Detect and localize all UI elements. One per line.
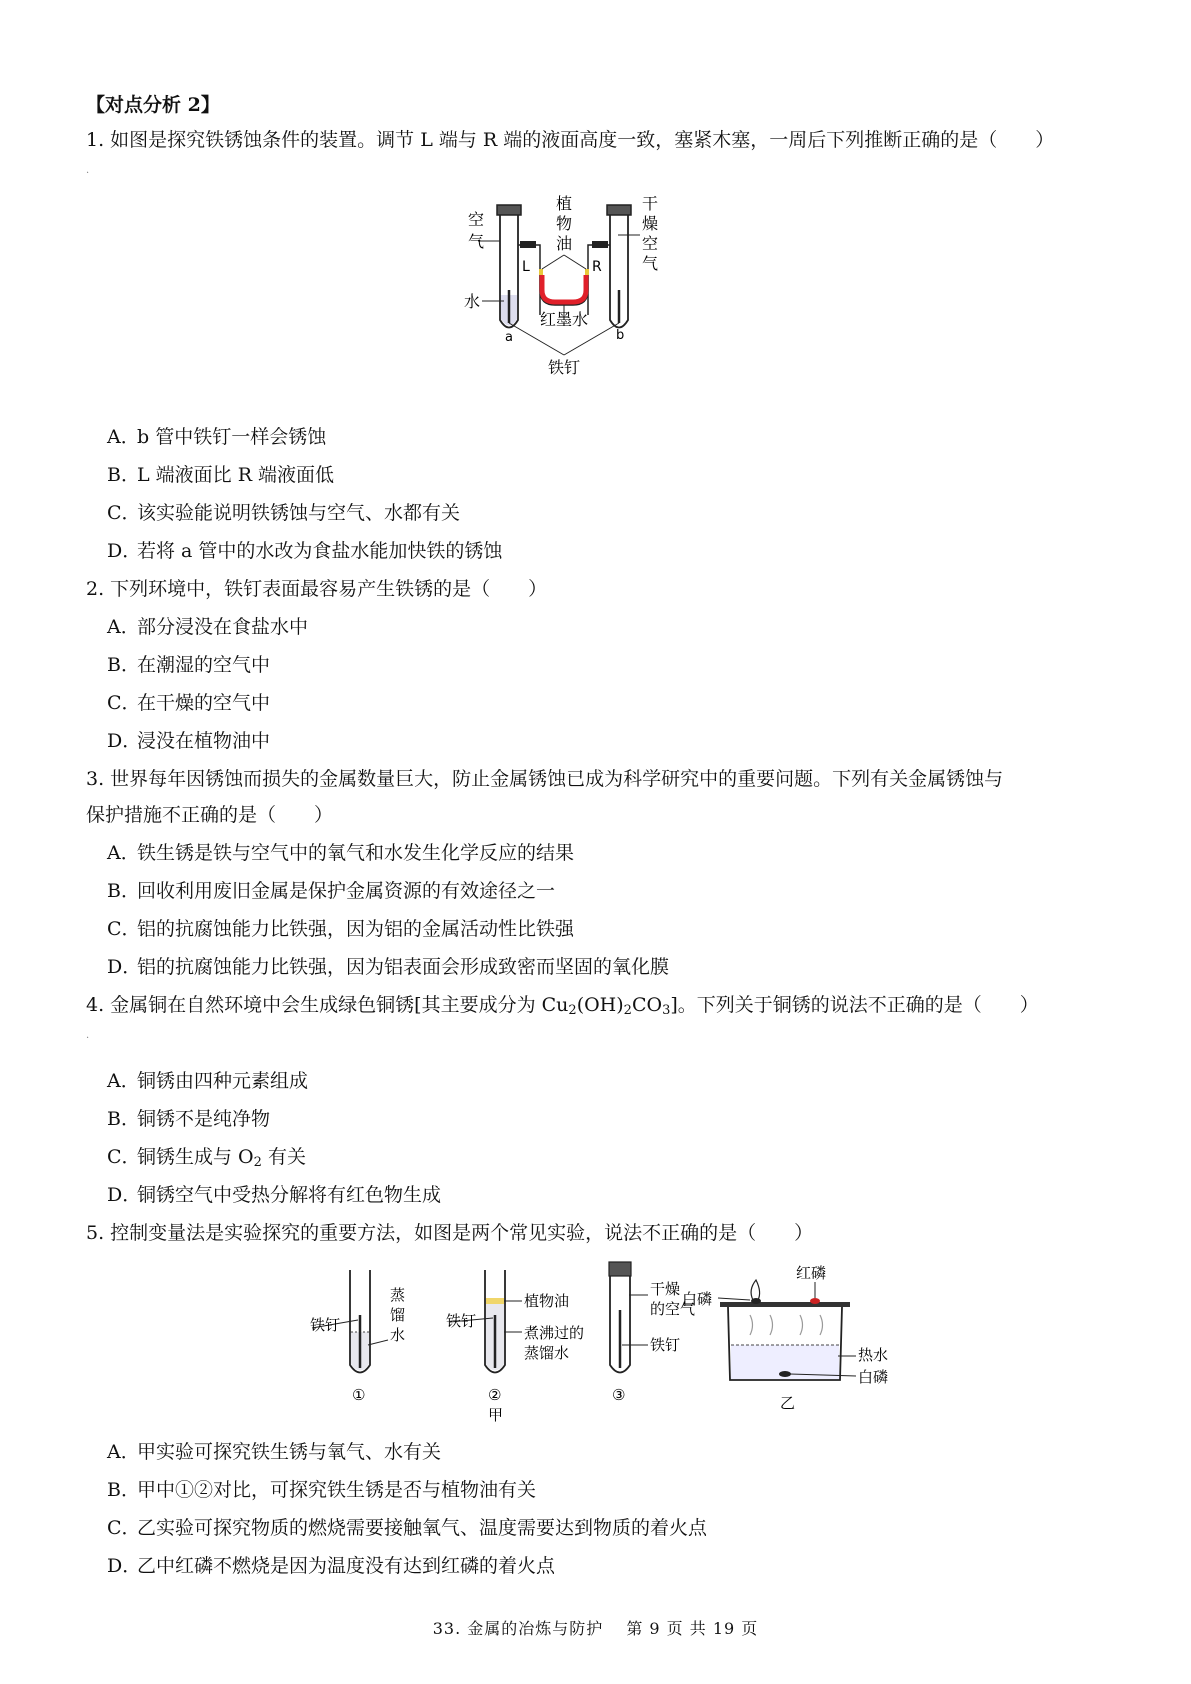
label-dry-air-2: 燥 xyxy=(642,214,659,233)
q2-option-b[interactable]: B．在潮湿的空气中 xyxy=(107,654,271,676)
label-jia: 甲 xyxy=(488,1406,504,1424)
label-b: b xyxy=(616,328,625,343)
left-plug xyxy=(520,241,536,248)
label-nail-1: 铁钉 xyxy=(310,1316,341,1334)
oil-right xyxy=(585,269,589,275)
label-white-p-top: 白磷 xyxy=(682,1290,713,1308)
label-distilled-2: 馏 xyxy=(390,1306,406,1324)
label-dry-air-1: 干 xyxy=(642,194,659,213)
q1-figure-rust-apparatus xyxy=(464,194,730,414)
tube-3-stopper xyxy=(609,1262,631,1276)
label-n2: ② xyxy=(488,1386,502,1404)
label-n1: ① xyxy=(352,1386,366,1404)
q2-option-a[interactable]: A．部分浸没在食盐水中 xyxy=(107,616,309,638)
q3-option-b[interactable]: B．回收利用废旧金属是保护金属资源的有效途径之一 xyxy=(107,880,556,902)
flame xyxy=(751,1280,760,1300)
white-phosphorus-water xyxy=(779,1371,791,1377)
label-hot-water: 热水 xyxy=(858,1346,889,1364)
q5-option-c[interactable]: C．乙实验可探究物质的燃烧需要接触氧气、温度需要达到物质的着火点 xyxy=(107,1517,708,1539)
label-nail: 铁钉 xyxy=(548,358,581,377)
q5-option-d[interactable]: D．乙中红磷不燃烧是因为温度没有达到红磷的着火点 xyxy=(107,1555,556,1577)
oil-leader-left xyxy=(542,255,564,269)
q4-option-c[interactable]: C．铜锈生成与 $O_2$ 有关 xyxy=(107,1146,306,1170)
q3-option-d[interactable]: D．铝的抗腐蚀能力比铁强，因为铝表面会形成致密而坚固的氧化膜 xyxy=(107,956,670,978)
q1-option-d[interactable]: D．若将 a 管中的水改为食盐水能加快铁的锈蚀 xyxy=(107,540,503,562)
q4-option-b[interactable]: B．铜锈不是纯净物 xyxy=(107,1108,271,1130)
label-nail-2: 铁钉 xyxy=(446,1312,477,1330)
label-dry-1: 干燥 xyxy=(650,1280,681,1298)
label-n3: ③ xyxy=(612,1386,626,1404)
tube-a-stopper xyxy=(497,205,521,215)
label-dry-air-3: 空 xyxy=(642,234,659,253)
question-3-stem-line1: 3. 世界每年因锈蚀而损失的金属数量巨大，防止金属锈蚀已成为科学研究中的重要问题。下列有关金属锈蚀与 xyxy=(86,768,1004,790)
label-distilled-3: 水 xyxy=(390,1326,406,1344)
label-red-p: 红磷 xyxy=(796,1264,827,1282)
tube-2-oil xyxy=(486,1298,504,1304)
white-phosphorus-plate xyxy=(751,1298,761,1304)
stray-mark: · xyxy=(86,1033,90,1044)
steam xyxy=(750,1315,823,1335)
label-red-ink: 红墨水 xyxy=(540,310,589,329)
label-a: a xyxy=(505,330,513,345)
right-connector xyxy=(588,245,610,315)
oil-leader-right xyxy=(564,255,586,269)
label-distilled-1: 蒸 xyxy=(390,1286,406,1304)
q4-option-a[interactable]: A．铜锈由四种元素组成 xyxy=(107,1070,309,1092)
q1-option-c[interactable]: C．该实验能说明铁锈蚀与空气、水都有关 xyxy=(107,502,461,524)
label-oil-2: 物 xyxy=(556,214,573,233)
label-white-p-bottom: 白磷 xyxy=(858,1368,889,1386)
question-1-stem: 1. 如图是探究铁锈蚀条件的装置。调节 L 端与 R 端的液面高度一致，塞紧木塞，一周后下列推断正确的是（ ） xyxy=(86,129,1055,151)
q3-option-a[interactable]: A．铁生锈是铁与空气中的氧气和水发生化学反应的结果 xyxy=(107,842,575,864)
label-L: L xyxy=(522,259,530,275)
label-dry-air-4: 气 xyxy=(642,254,659,273)
q1-option-a[interactable]: A．b 管中铁钉一样会锈蚀 xyxy=(107,426,327,448)
label-oil-1: 植 xyxy=(556,194,573,213)
question-2-stem: 2. 下列环境中，铁钉表面最容易产生铁锈的是（ ） xyxy=(86,578,548,600)
label-water: 水 xyxy=(464,292,481,311)
q4-option-d[interactable]: D．铜锈空气中受热分解将有红色物生成 xyxy=(107,1184,442,1206)
q2-option-d[interactable]: D．浸没在植物油中 xyxy=(107,730,271,752)
label-oil-3: 油 xyxy=(556,234,573,253)
label-dry-2: 的空气 xyxy=(650,1300,696,1318)
question-4-stem: 4. 金属铜在自然环境中会生成绿色铜锈[其主要成分为 $Cu_2(OH)_2CO_3$]。下列关于铜锈的说法不正确的是（ ） xyxy=(86,994,1039,1018)
question-5-stem: 5. 控制变量法是实验探究的重要方法，如图是两个常见实验，说法不正确的是（ ） xyxy=(86,1222,814,1244)
right-plug xyxy=(592,241,608,248)
left-connector xyxy=(518,245,540,315)
q5-option-b[interactable]: B．甲中①②对比，可探究铁生锈是否与植物油有关 xyxy=(107,1479,537,1501)
label-nail-3: 铁钉 xyxy=(650,1336,681,1354)
page-footer: 33. 金属的冶炼与防护 第 9 页 共 19 页 xyxy=(432,1619,759,1638)
q5-figure-control-variable xyxy=(300,1260,900,1434)
copper-plate xyxy=(720,1302,850,1307)
q2-option-c[interactable]: C．在干燥的空气中 xyxy=(107,692,271,714)
tube-b-stopper xyxy=(607,205,631,215)
question-3-stem-line2: 保护措施不正确的是（ ） xyxy=(86,804,334,826)
stray-mark: · xyxy=(86,168,90,179)
oil-left xyxy=(539,269,543,275)
q5-option-a[interactable]: A．甲实验可探究铁生锈与氧气、水有关 xyxy=(107,1441,442,1463)
section-heading: 【对点分析 2】 xyxy=(86,94,220,116)
label-air-1: 空 xyxy=(468,210,485,229)
label-boiled-1: 煮沸过的 xyxy=(524,1324,585,1342)
white-p-leader xyxy=(718,1298,750,1300)
q5-diagram xyxy=(300,1260,900,1430)
q1-diagram xyxy=(464,194,730,410)
label-R: R xyxy=(592,259,602,275)
tube-1-water-leader xyxy=(368,1340,388,1345)
q3-option-c[interactable]: C．铝的抗腐蚀能力比铁强，因为铝的金属活动性比铁强 xyxy=(107,918,575,940)
label-air-2: 气 xyxy=(468,232,485,251)
label-yi: 乙 xyxy=(780,1394,796,1412)
q1-option-b[interactable]: B．L 端液面比 R 端液面低 xyxy=(107,464,335,486)
label-boiled-2: 蒸馏水 xyxy=(524,1344,570,1362)
red-phosphorus-plate xyxy=(810,1298,820,1304)
label-oil: 植物油 xyxy=(524,1292,570,1310)
red-ink-liquid xyxy=(542,275,586,302)
